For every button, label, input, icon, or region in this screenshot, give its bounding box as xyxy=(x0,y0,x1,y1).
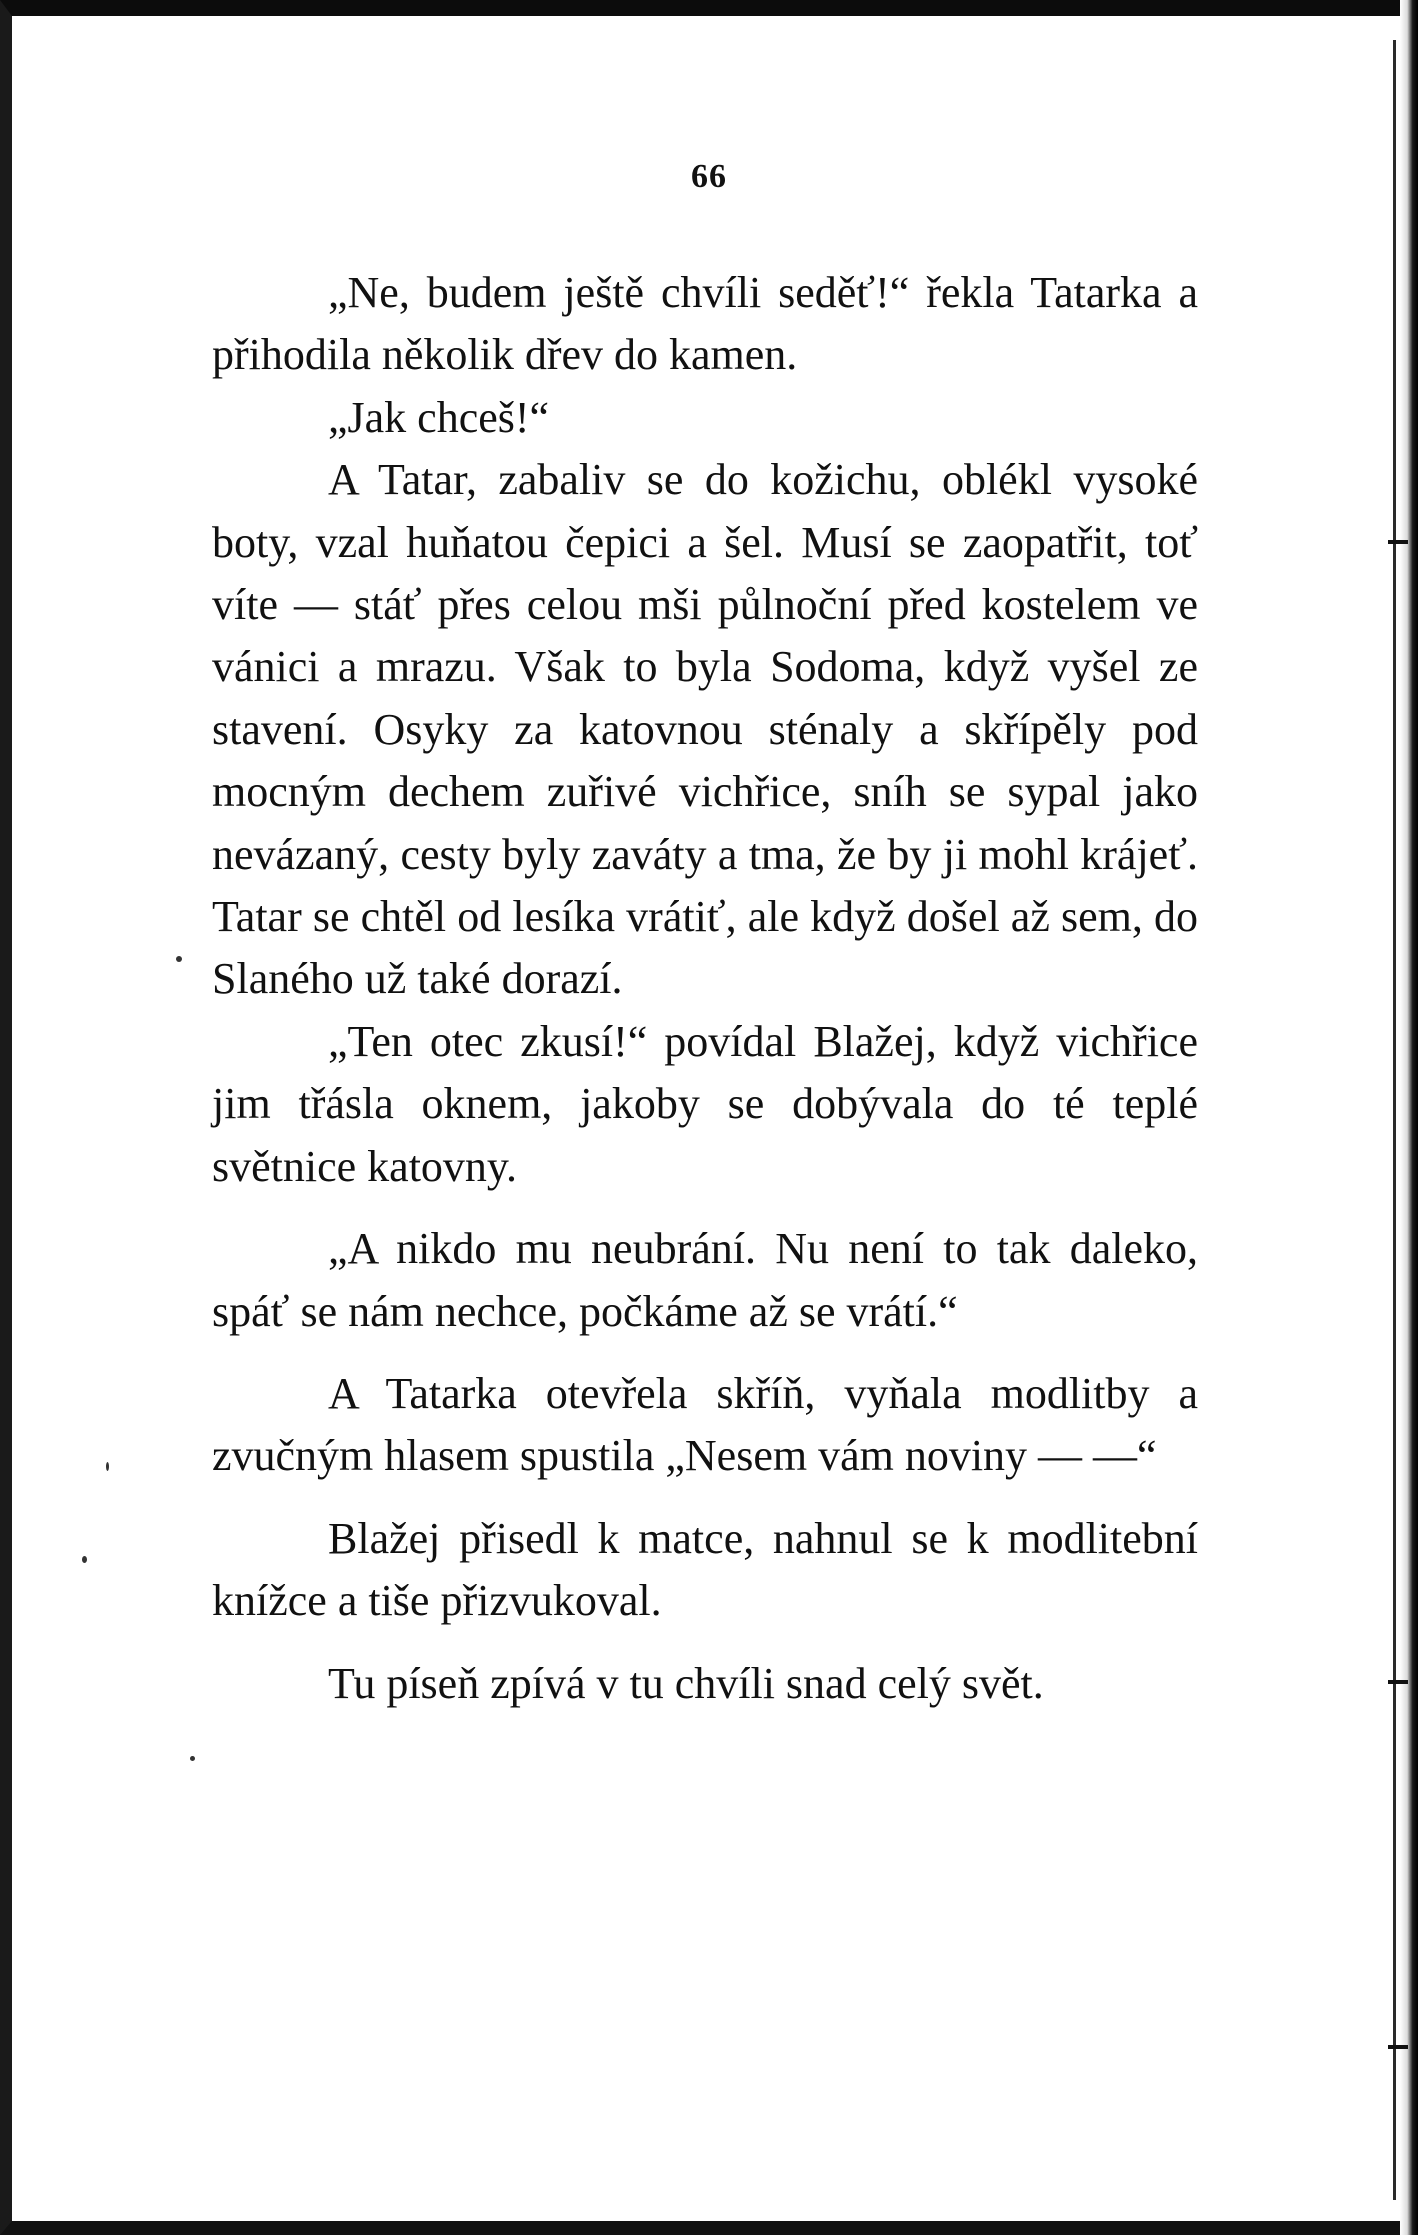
spine-mark xyxy=(1388,540,1408,544)
page-number: 66 xyxy=(691,158,727,195)
spine-mark xyxy=(1388,1680,1408,1684)
paper-speck xyxy=(106,1462,109,1471)
page-body xyxy=(212,262,1198,1715)
paragraph: Blažej přisedl k matce, nahnul se k modlitební knížce a tiše přizvukoval. xyxy=(212,1513,1198,1626)
paragraph: „Ten otec zkusí!“ povídal Blažej, když vichřice jim třásla oknem, jakoby se dobývala do té teplé světnice katovny. xyxy=(212,1016,1198,1191)
spine-mark xyxy=(1388,2045,1408,2049)
paper-speck xyxy=(82,1556,87,1563)
paragraph: Tu píseň zpívá v tu chvíli snad celý svět. xyxy=(328,1658,1044,1708)
paper-speck xyxy=(176,956,182,962)
paragraph: A Tatarka otevřela skříň, vyňala modlitby a zvučným hlasem spustila „Nesem vám noviny — —“ xyxy=(212,1368,1198,1481)
paragraph: „Ne, budem ještě chvíli seděť!“ řekla Tatarka a přihodila několik dřev do kamen. xyxy=(212,268,1198,380)
book-spine-edge xyxy=(1400,0,1418,2235)
paper-speck xyxy=(190,1756,195,1761)
paragraph: A Tatar, zabaliv se do kožichu, oblékl vysoké boty, vzal huňatou čepici a šel. Musí se zaopatřit, toť víte — stáť přes celou mši půlnoční před kostelem ve vánici a mrazu. Však to byla Sodoma, když vyšel ze stavení. Osyky za katovnou sténaly a skřípěly pod mocným dechem zuřivé vichřice, sníh se sypal jako nevázaný, cesty byly zaváty a tma, že by ji mohl krájeť. Tatar se chtěl od lesíka vrátiť, ale když došel až sem, do Slaného už také dorazí. xyxy=(212,455,1198,1004)
paragraph: „A nikdo mu neubrání. Nu není to tak daleko, spáť se nám nechce, počkáme až se vrátí.“ xyxy=(212,1224,1198,1336)
spine-line xyxy=(1393,40,1396,2200)
paragraph: „Jak chceš!“ xyxy=(328,392,550,442)
